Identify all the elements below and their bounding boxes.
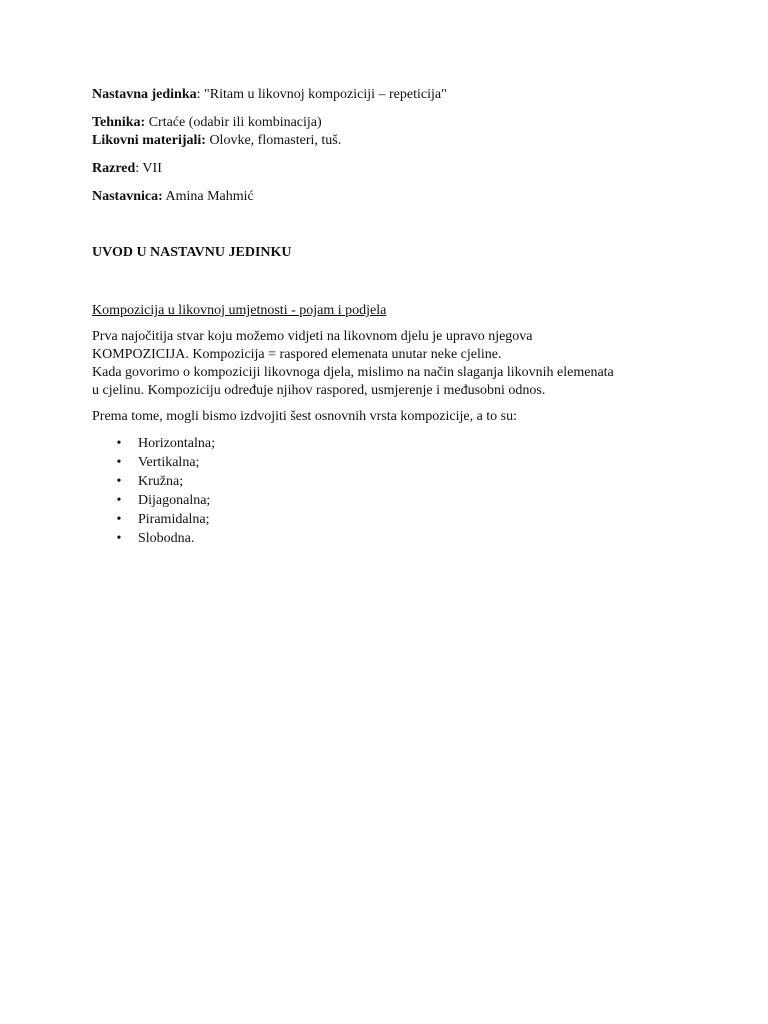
- teacher-line: [92, 188, 692, 206]
- bullet-icon: •: [116, 455, 122, 470]
- section-subtitle: Kompozicija u likovnoj umjetnosti - pojam i podjela: [92, 303, 387, 318]
- bullet-icon: •: [116, 493, 122, 508]
- list-item-label: Vertikalna;: [138, 455, 200, 470]
- paragraph-line: u cjelinu. Kompoziciju određuje njihov raspored, usmjerenje i međusobni odnos.: [92, 383, 546, 398]
- bullet-icon: •: [116, 474, 122, 489]
- paragraph-line: Kada govorimo o kompoziciji likovnoga djela, mislimo na način slaganja likovnih elemenata: [92, 365, 614, 380]
- list-item-label: Slobodna.: [138, 531, 195, 546]
- paragraph-1: [92, 328, 692, 400]
- document-body: [92, 86, 692, 548]
- technique-label: Tehnika:: [92, 115, 146, 130]
- bullet-icon: •: [116, 531, 122, 546]
- grade-value: : VII: [135, 161, 162, 176]
- paragraph-line: Prva najočitija stvar koju možemo vidjeti na likovnom djelu je upravo njegova: [92, 329, 533, 344]
- bullet-icon: •: [116, 436, 122, 451]
- intro-heading: UVOD U NASTAVNU JEDINKU: [92, 245, 292, 260]
- list-item: [92, 529, 692, 548]
- list-item-label: Piramidalna;: [138, 512, 210, 527]
- list-item: [92, 510, 692, 529]
- materials-label: Likovni materijali:: [92, 133, 206, 148]
- lesson-line: [92, 86, 692, 104]
- teacher-value: Amina Mahmić: [162, 189, 254, 204]
- technique-line: [92, 114, 692, 132]
- paragraph-2: Prema tome, mogli bismo izdvojiti šest osnovnih vrsta kompozicije, a to su:: [92, 409, 518, 424]
- list-item: [92, 472, 692, 491]
- grade-label: Razred: [92, 161, 136, 176]
- bullet-icon: •: [116, 512, 122, 527]
- technique-value: Crtaće (odabir ili kombinacija): [145, 115, 322, 130]
- composition-types-list: [92, 434, 692, 548]
- materials-value: Olovke, flomasteri, tuš.: [205, 133, 342, 148]
- list-item: [92, 453, 692, 472]
- list-item-label: Horizontalna;: [138, 436, 215, 451]
- list-item-label: Kružna;: [138, 474, 184, 489]
- list-item: [92, 491, 692, 510]
- grade-line: [92, 160, 692, 178]
- lesson-value: : "Ritam u likovnoj kompoziciji – repeticija": [196, 87, 447, 102]
- teacher-label: Nastavnica:: [92, 189, 163, 204]
- lesson-label: Nastavna jedinka: [92, 87, 197, 102]
- paragraph-line: KOMPOZICIJA. Kompozicija = raspored elemenata unutar neke cjeline.: [92, 347, 502, 362]
- materials-line: [92, 132, 692, 150]
- list-item-label: Dijagonalna;: [138, 493, 211, 508]
- list-item: [92, 434, 692, 453]
